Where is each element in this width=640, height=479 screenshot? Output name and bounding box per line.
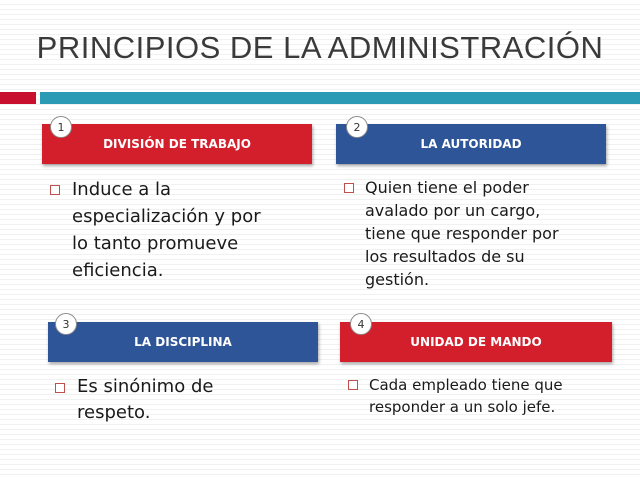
- principle-1-number: 1: [50, 116, 72, 138]
- principle-3-bullet: [55, 374, 213, 426]
- title-rule-red: [0, 92, 36, 104]
- principle-2-header: [336, 124, 606, 164]
- principle-4-bullet: [348, 374, 563, 418]
- principle-2-heading: LA AUTORIDAD: [420, 137, 522, 151]
- bullet-square-icon: [348, 380, 358, 390]
- principle-2-bullet: [344, 176, 559, 291]
- principle-3-heading: LA DISCIPLINA: [134, 335, 232, 349]
- slide-title: PRINCIPIOS DE LA ADMINISTRACIÓN: [36, 30, 604, 65]
- bullet-square-icon: [344, 183, 354, 193]
- principle-2-number: 2: [346, 116, 368, 138]
- principle-2-text: Quien tiene el poder avalado por un cargo, tiene que responder por los resultados de su gestión.: [365, 178, 559, 289]
- title-rule-teal: [40, 92, 640, 104]
- principle-4-number: 4: [350, 313, 372, 335]
- principle-3-number: 3: [55, 313, 77, 335]
- principle-4-text: Cada empleado tiene que responder a un solo jefe.: [369, 376, 563, 416]
- principle-1-bullet: [50, 176, 261, 284]
- bullet-square-icon: [50, 185, 60, 195]
- principle-1-text: Induce a la especialización y por lo tanto promueve eficiencia.: [72, 179, 261, 281]
- principle-4-heading: UNIDAD DE MANDO: [410, 335, 542, 349]
- principle-4-header: [340, 322, 612, 362]
- principle-3-text: Es sinónimo de respeto.: [77, 376, 214, 423]
- bullet-square-icon: [55, 383, 65, 393]
- principle-1-header: [42, 124, 312, 164]
- principle-1-heading: DIVISIÓN DE TRABAJO: [103, 137, 251, 151]
- principle-3-header: [48, 322, 318, 362]
